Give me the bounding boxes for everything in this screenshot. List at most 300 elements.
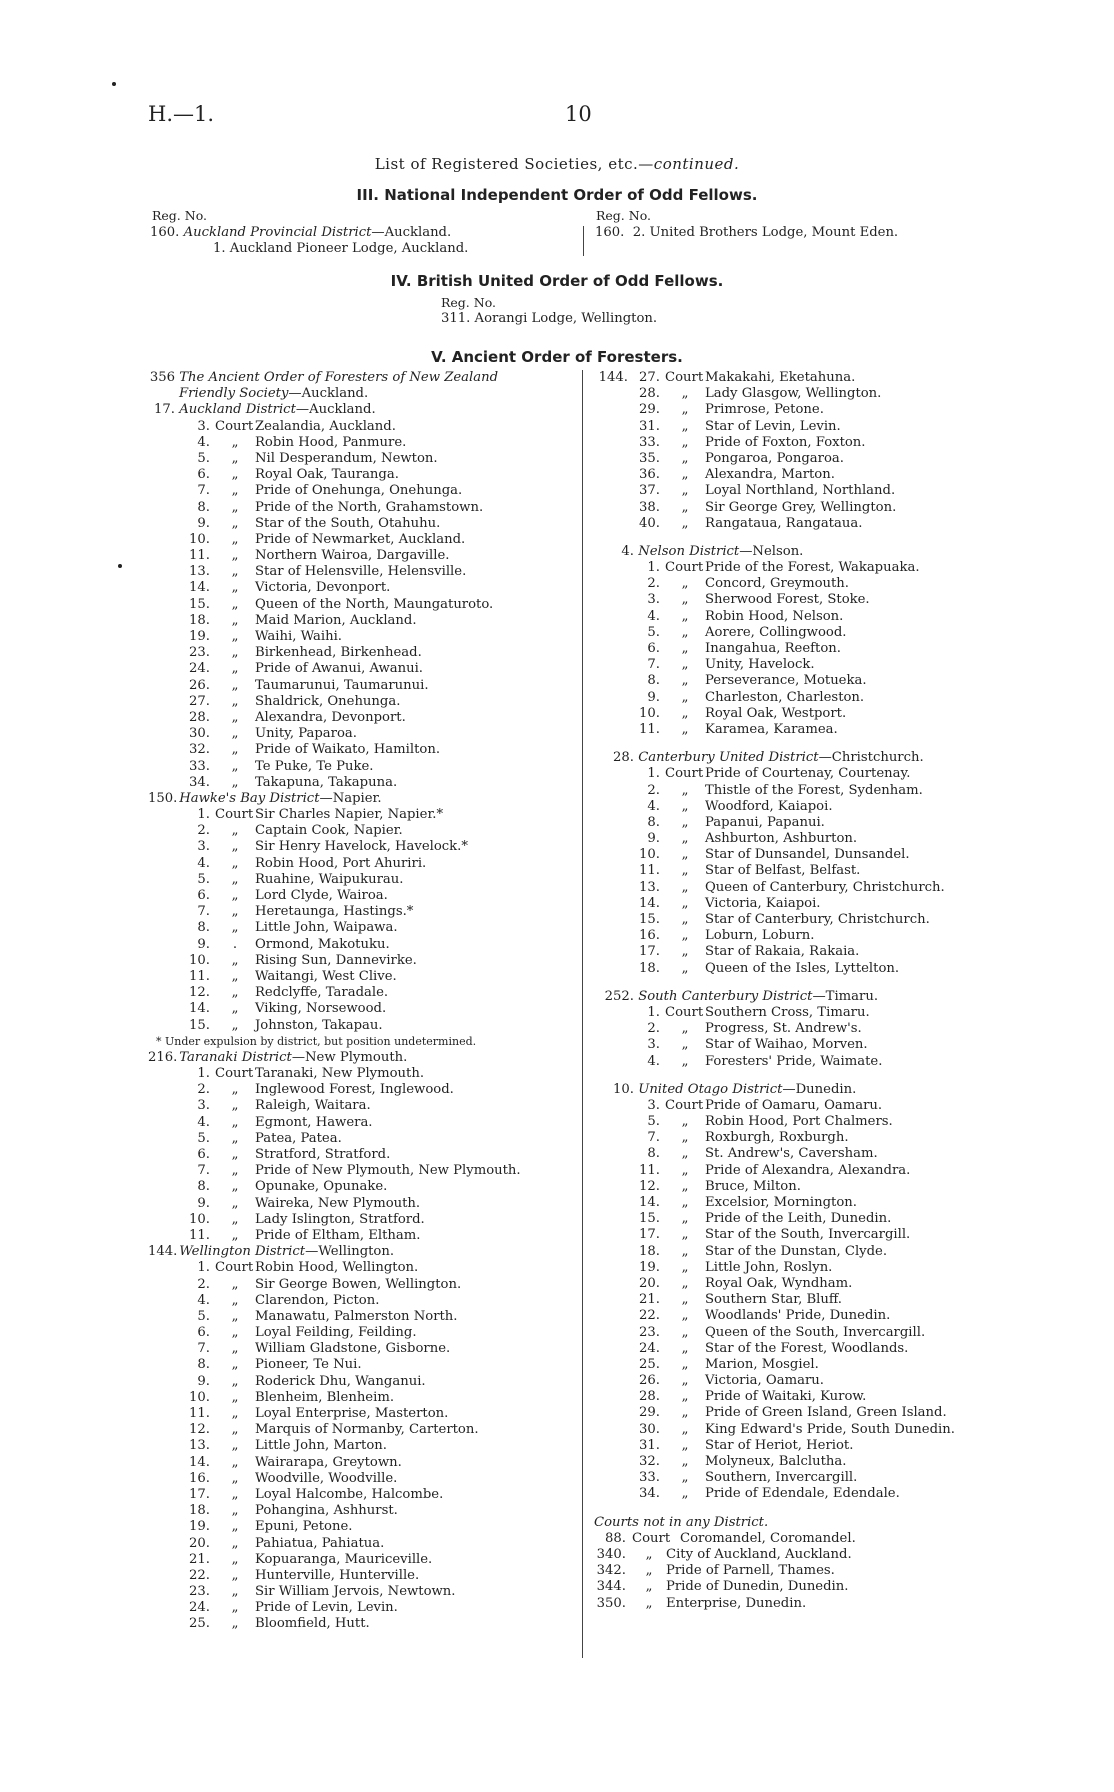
court-name: Pride of Green Island, Green Island.	[705, 1405, 947, 1421]
court-prefix: „	[231, 758, 239, 774]
court-name: Ruahine, Waipukurau.	[255, 871, 404, 887]
court-name: Pride of the Leith, Dunedin.	[705, 1211, 892, 1227]
court-number: 25.	[189, 1616, 210, 1632]
court-prefix: „	[681, 1356, 689, 1372]
court-number: 9.	[197, 936, 210, 952]
court-name: Papanui, Papanui.	[705, 814, 825, 830]
court-prefix: „	[681, 402, 689, 418]
court-name: Zealandia, Auckland.	[255, 418, 396, 434]
court-entry	[594, 1054, 1024, 1070]
court-entry	[148, 1098, 578, 1114]
court-number: 14.	[189, 580, 210, 596]
court-number: 30.	[639, 1421, 660, 1437]
court-entry	[594, 1325, 1024, 1341]
court-number: 23.	[189, 645, 210, 661]
court-number: 30.	[189, 726, 210, 742]
margin-dot	[112, 82, 116, 86]
court-prefix: „	[231, 531, 239, 547]
court-number: 17.	[639, 1227, 660, 1243]
court-prefix: „	[231, 693, 239, 709]
court-entry	[594, 880, 1024, 896]
court-entry	[148, 1519, 578, 1535]
court-prefix: „	[231, 1195, 239, 1211]
court-prefix: „	[681, 912, 689, 927]
court-prefix: „	[231, 1470, 239, 1486]
court-prefix: „	[231, 1422, 239, 1438]
court-prefix: Court	[215, 418, 254, 434]
reg-no-label-left: Reg. No.	[152, 208, 207, 223]
district-heading	[594, 1082, 1024, 1098]
court-entry	[148, 1471, 578, 1487]
court-name: Pride of Onehunga, Onehunga.	[255, 483, 463, 499]
court-number: 24.	[639, 1340, 660, 1356]
court-entry	[148, 1147, 578, 1163]
court-name: Star of Waihao, Morven.	[705, 1037, 868, 1053]
court-entry	[594, 657, 1024, 673]
court-prefix: „	[231, 450, 239, 466]
court-name: Stratford, Stratford.	[255, 1147, 391, 1162]
court-number: 8.	[647, 814, 660, 830]
court-name: Woodlands' Pride, Dunedin.	[705, 1308, 891, 1324]
court-name: Star of Belfast, Belfast.	[705, 863, 861, 879]
court-number: 1.	[197, 1066, 210, 1082]
district-heading	[148, 791, 578, 807]
court-prefix: Court	[665, 560, 704, 576]
court-name: Karamea, Karamea.	[705, 721, 838, 737]
court-name: Ormond, Makotuku.	[255, 936, 390, 952]
court-prefix: „	[231, 888, 239, 903]
court-name: Roderick Dhu, Wanganui.	[255, 1373, 426, 1389]
court-number: 12.	[189, 1422, 210, 1438]
court-prefix: „	[231, 661, 239, 677]
court-number: 21.	[189, 1551, 210, 1567]
court-number: 29.	[639, 402, 660, 418]
court-number: 5.	[197, 450, 210, 466]
court-number: 9.	[647, 689, 660, 705]
court-entry	[148, 872, 578, 888]
reg-no-label: Reg. No.	[441, 295, 496, 310]
court-number: 11.	[639, 1162, 660, 1178]
court-prefix: „	[231, 499, 239, 515]
court-name: Blenheim, Blenheim.	[255, 1389, 395, 1405]
court-entry	[594, 467, 1024, 483]
court-entry	[148, 969, 578, 985]
court-prefix: „	[231, 1211, 239, 1227]
court-name: Sherwood Forest, Stoke.	[705, 592, 870, 608]
court-number: 22.	[639, 1308, 660, 1324]
court-prefix: „	[681, 1211, 689, 1227]
court-entry	[594, 1563, 1024, 1579]
court-prefix: „	[231, 1292, 239, 1308]
court-entry	[148, 937, 578, 953]
court-prefix: „	[231, 1454, 239, 1470]
court-prefix: „	[231, 1503, 239, 1519]
court-name: Sir George Grey, Wellington.	[705, 499, 897, 515]
court-name: Shaldrick, Onehunga.	[255, 693, 401, 709]
district-seat: —Timaru.	[812, 988, 879, 1004]
court-number: 7.	[197, 904, 210, 920]
court-prefix: „	[645, 1546, 653, 1562]
court-name: Pride of Foxton, Foxton.	[705, 434, 866, 450]
court-prefix: Court	[215, 1260, 254, 1276]
margin-dot	[118, 564, 122, 568]
court-number: 7.	[197, 1163, 210, 1179]
court-number: 4.	[197, 1114, 210, 1130]
court-prefix: „	[231, 985, 239, 1001]
court-entry	[148, 1357, 578, 1373]
court-number: 8.	[197, 1179, 210, 1195]
court-number: 4.	[197, 1292, 210, 1308]
court-number: 10.	[639, 705, 660, 721]
court-number: 33.	[639, 1470, 660, 1486]
court-name: Robin Hood, Wellington.	[255, 1260, 419, 1276]
court-name: Pride of Waikato, Hamilton.	[255, 742, 441, 758]
court-name: Victoria, Kaiapoi.	[705, 895, 821, 911]
court-name: Pride of Edendale, Edendale.	[705, 1486, 900, 1502]
court-number: 2.	[197, 823, 210, 839]
court-prefix: „	[681, 515, 689, 531]
court-name: Queen of the Isles, Lyttelton.	[705, 960, 900, 976]
court-number: 12.	[639, 1178, 660, 1194]
court-prefix: „	[231, 920, 239, 936]
district-name: Taranaki District	[179, 1049, 292, 1065]
court-name: Star of Heriot, Heriot.	[705, 1437, 854, 1453]
court-name: Sir Charles Napier, Napier.*	[255, 807, 444, 823]
court-prefix: „	[681, 895, 689, 911]
court-prefix: „	[681, 814, 689, 830]
court-number: 19.	[639, 1259, 660, 1275]
reg-number: 144.	[148, 1244, 178, 1260]
court-prefix: „	[231, 548, 239, 564]
court-prefix: „	[231, 904, 239, 920]
court-number: 10.	[189, 531, 210, 547]
court-prefix: „	[681, 1227, 689, 1243]
court-number: 38.	[639, 499, 660, 515]
court-entry	[148, 597, 578, 613]
court-number: 15.	[639, 1211, 660, 1227]
court-entry	[148, 1179, 578, 1195]
court-name: Coromandel, Coromandel.	[680, 1530, 856, 1546]
court-number: 4.	[197, 855, 210, 871]
court-prefix: „	[231, 709, 239, 725]
court-prefix: „	[681, 1114, 689, 1130]
court-prefix: „	[231, 1082, 239, 1098]
district-heading	[594, 544, 1024, 560]
court-entry	[594, 370, 1024, 386]
court-number: 24.	[189, 661, 210, 677]
court-entry	[148, 435, 578, 451]
court-entry	[594, 1163, 1024, 1179]
court-entry	[148, 1131, 578, 1147]
court-prefix: „	[231, 726, 239, 742]
court-entry	[594, 1292, 1024, 1308]
court-entry	[594, 896, 1024, 912]
court-name: Pride of Awanui, Awanui.	[255, 661, 423, 677]
court-name: Little John, Roslyn.	[705, 1259, 833, 1275]
court-entry	[148, 516, 578, 532]
court-name: Queen of Canterbury, Christchurch.	[705, 879, 945, 895]
court-prefix: „	[231, 1584, 239, 1600]
court-number: 4.	[197, 434, 210, 450]
court-name: Loyal Feilding, Feilding.	[255, 1325, 417, 1341]
court-number: 15.	[189, 596, 210, 612]
court-name: Redclyffe, Taradale.	[255, 985, 389, 1001]
court-number: 5.	[647, 624, 660, 640]
court-name: Birkenhead, Birkenhead.	[255, 645, 422, 661]
court-prefix: „	[681, 1437, 689, 1453]
court-entry	[148, 1293, 578, 1309]
court-name: Robin Hood, Port Chalmers.	[705, 1114, 893, 1130]
district-heading	[594, 750, 1024, 766]
court-number: 7.	[647, 657, 660, 673]
district-heading-cont	[148, 386, 578, 402]
court-number: 1.	[197, 1260, 210, 1276]
court-entry	[148, 775, 578, 791]
court-prefix: „	[231, 1227, 239, 1243]
court-entry	[148, 1552, 578, 1568]
reg-number: 10.	[613, 1081, 634, 1097]
court-entry	[594, 1547, 1024, 1563]
court-prefix: „	[231, 677, 239, 693]
court-prefix: „	[231, 1616, 239, 1632]
court-name: Star of the South, Invercargill.	[705, 1227, 911, 1243]
court-number: 10.	[189, 1211, 210, 1227]
court-prefix: „	[231, 823, 239, 839]
court-number: 24.	[189, 1600, 210, 1616]
court-number: 18.	[639, 1243, 660, 1259]
court-number: 4.	[647, 1053, 660, 1069]
court-prefix: „	[231, 1373, 239, 1389]
court-entry	[148, 678, 578, 694]
court-entry	[148, 564, 578, 580]
court-name: Loyal Halcombe, Halcombe.	[255, 1486, 444, 1502]
district-seat: —Wellington.	[305, 1244, 395, 1260]
court-number: 17.	[639, 944, 660, 960]
court-name: Star of Helensville, Helensville.	[255, 564, 467, 580]
court-prefix: „	[231, 1114, 239, 1130]
court-number: 31.	[639, 1437, 660, 1453]
court-number: 20.	[189, 1535, 210, 1551]
court-number: 5.	[197, 1308, 210, 1324]
court-name: William Gladstone, Gisborne.	[255, 1341, 451, 1357]
court-name: Loyal Enterprise, Masterton.	[255, 1406, 449, 1421]
court-entry	[594, 1276, 1024, 1292]
court-name: Loyal Northland, Northland.	[705, 483, 896, 499]
court-name: Takapuna, Takapuna.	[255, 774, 398, 790]
district-name: Friendly Society	[179, 386, 289, 402]
court-number: 13.	[639, 879, 660, 895]
court-name: St. Andrew's, Caversham.	[705, 1146, 878, 1162]
court-entry	[148, 920, 578, 936]
court-prefix: „	[681, 1421, 689, 1437]
court-number: 3.	[197, 839, 210, 855]
court-prefix: „	[231, 483, 239, 499]
court-name: Clarendon, Picton.	[255, 1292, 380, 1308]
court-entry	[594, 1244, 1024, 1260]
court-entry	[594, 706, 1024, 722]
court-number: 3.	[647, 1097, 660, 1113]
court-entry	[148, 1487, 578, 1503]
court-name: Southern Cross, Timaru.	[705, 1004, 870, 1020]
district-seat: —Auckland.	[288, 386, 369, 402]
court-prefix: „	[681, 863, 689, 879]
court-entry	[148, 1115, 578, 1131]
court-prefix: „	[231, 1147, 239, 1162]
court-entry	[594, 1227, 1024, 1243]
court-prefix: „	[231, 1357, 239, 1373]
court-entry	[594, 1470, 1024, 1486]
court-entry	[148, 1438, 578, 1454]
court-name: Molyneux, Balclutha.	[705, 1454, 847, 1469]
court-number: 7.	[647, 1130, 660, 1146]
court-prefix: „	[231, 968, 239, 984]
court-entry	[594, 1454, 1024, 1470]
court-name: Pride of the North, Grahamstown.	[255, 499, 484, 515]
court-number: 23.	[189, 1584, 210, 1600]
court-number: 11.	[189, 968, 210, 984]
court-name: Star of the Forest, Woodlands.	[705, 1340, 909, 1356]
court-name: Inangahua, Reefton.	[705, 641, 841, 656]
court-entry	[594, 1308, 1024, 1324]
court-name: Pride of Oamaru, Oamaru.	[705, 1097, 883, 1113]
court-entry	[148, 839, 578, 855]
court-name: Robin Hood, Nelson.	[705, 608, 844, 624]
district-seat: —Nelson.	[739, 543, 804, 559]
court-prefix: „	[231, 612, 239, 628]
footnote	[148, 1034, 578, 1050]
district-seat: —New Plymouth.	[291, 1049, 408, 1065]
court-prefix: „	[231, 1163, 239, 1179]
court-number: 342.	[596, 1563, 626, 1579]
court-prefix: „	[681, 1340, 689, 1356]
court-prefix: „	[681, 1243, 689, 1259]
district-name: South Canterbury District	[638, 988, 813, 1004]
court-entry	[594, 799, 1024, 815]
court-number: 2.	[197, 1082, 210, 1098]
court-entry	[148, 1082, 578, 1098]
district-name: Auckland District	[179, 402, 296, 418]
district-seat: —Auckland.	[295, 402, 376, 418]
court-entry	[594, 592, 1024, 608]
spacer	[594, 1070, 1024, 1082]
court-prefix: „	[681, 1162, 689, 1178]
court-number: 14.	[189, 1001, 210, 1017]
court-prefix: „	[231, 1438, 239, 1454]
court-name: Heretaunga, Hastings.*	[255, 904, 414, 920]
section-iii-left: 160. Auckland Provincial District—Auckland. 1. Auckland Pioneer Lodge, Auckland.	[150, 225, 469, 257]
court-entry	[594, 1341, 1024, 1357]
court-entry	[148, 1374, 578, 1390]
court-name: Viking, Norsewood.	[255, 1001, 387, 1017]
court-number: 11.	[189, 548, 210, 564]
reg-number: 356	[149, 370, 175, 385]
court-prefix: „	[681, 1405, 689, 1421]
court-name: Rangataua, Rangataua.	[705, 515, 863, 531]
court-number: 1.	[647, 560, 660, 576]
court-name: Hunterville, Hunterville.	[255, 1567, 420, 1583]
court-name: Royal Oak, Wyndham.	[705, 1275, 853, 1291]
column-divider	[582, 370, 583, 1658]
court-prefix: „	[231, 564, 239, 580]
court-entry	[148, 645, 578, 661]
court-number: 21.	[639, 1292, 660, 1308]
court-prefix: „	[231, 1486, 239, 1502]
court-name: Ashburton, Ashburton.	[705, 831, 858, 847]
court-name: Pride of Waitaki, Kurow.	[705, 1389, 867, 1405]
court-number: 22.	[189, 1567, 210, 1583]
court-entry	[148, 1018, 578, 1034]
court-entry	[594, 1260, 1024, 1276]
court-prefix: „	[231, 1600, 239, 1616]
court-entry	[594, 815, 1024, 831]
court-name: Marion, Mosgiel.	[705, 1356, 819, 1372]
court-name: Opunake, Opunake.	[255, 1179, 388, 1195]
court-number: 26.	[189, 677, 210, 693]
court-entry	[594, 1438, 1024, 1454]
court-name: Waitangi, West Clive.	[255, 968, 397, 984]
court-number: 6.	[197, 888, 210, 903]
district-name: The Ancient Order of Foresters of New Zealand	[179, 370, 499, 385]
document-reference: H.—1.	[148, 102, 215, 126]
court-entry	[148, 1503, 578, 1519]
court-prefix: „	[681, 1324, 689, 1340]
court-number: 9.	[197, 1195, 210, 1211]
court-entry	[148, 1536, 578, 1552]
court-number: 9.	[647, 831, 660, 847]
reg-no-label-right: Reg. No.	[596, 208, 651, 223]
court-entry	[594, 928, 1024, 944]
court-name: Excelsior, Mornington.	[705, 1195, 857, 1210]
court-number: 14.	[189, 1454, 210, 1470]
court-prefix: „	[681, 689, 689, 705]
court-name: Pahiatua, Pahiatua.	[255, 1535, 385, 1551]
court-prefix: „	[681, 1308, 689, 1324]
spacer	[594, 738, 1024, 750]
court-name: Unity, Havelock.	[705, 657, 815, 673]
court-name: Star of Dunsandel, Dunsandel.	[705, 847, 910, 863]
court-prefix: „	[681, 624, 689, 640]
court-number: 6.	[197, 1325, 210, 1341]
court-entry	[594, 560, 1024, 576]
court-entry	[594, 783, 1024, 799]
column-divider	[583, 226, 584, 256]
court-name: Pioneer, Te Nui.	[255, 1357, 362, 1373]
court-number: 17.	[189, 1486, 210, 1502]
court-entry	[594, 1579, 1024, 1595]
court-entry	[148, 1406, 578, 1422]
court-prefix: „	[681, 1470, 689, 1486]
district-name: Nelson District	[638, 543, 740, 559]
court-number: 26.	[639, 1373, 660, 1389]
court-number: 350.	[596, 1595, 626, 1611]
court-prefix: „	[231, 952, 239, 968]
court-number: 16.	[639, 928, 660, 944]
court-number: 4.	[647, 608, 660, 624]
court-name: Sir George Bowen, Wellington.	[255, 1276, 462, 1292]
court-prefix: „	[231, 1325, 239, 1341]
court-prefix: „	[681, 1373, 689, 1389]
court-prefix: „	[681, 1021, 689, 1037]
court-entry	[594, 435, 1024, 451]
court-name: Queen of the South, Invercargill.	[705, 1324, 926, 1340]
court-prefix: „	[231, 629, 239, 644]
court-number: 12.	[189, 985, 210, 1001]
court-prefix: „	[231, 434, 239, 450]
court-prefix: „	[681, 450, 689, 466]
court-entry	[594, 1211, 1024, 1227]
court-name: Charleston, Charleston.	[705, 689, 865, 705]
court-name: Rising Sun, Dannevirke.	[255, 952, 417, 968]
